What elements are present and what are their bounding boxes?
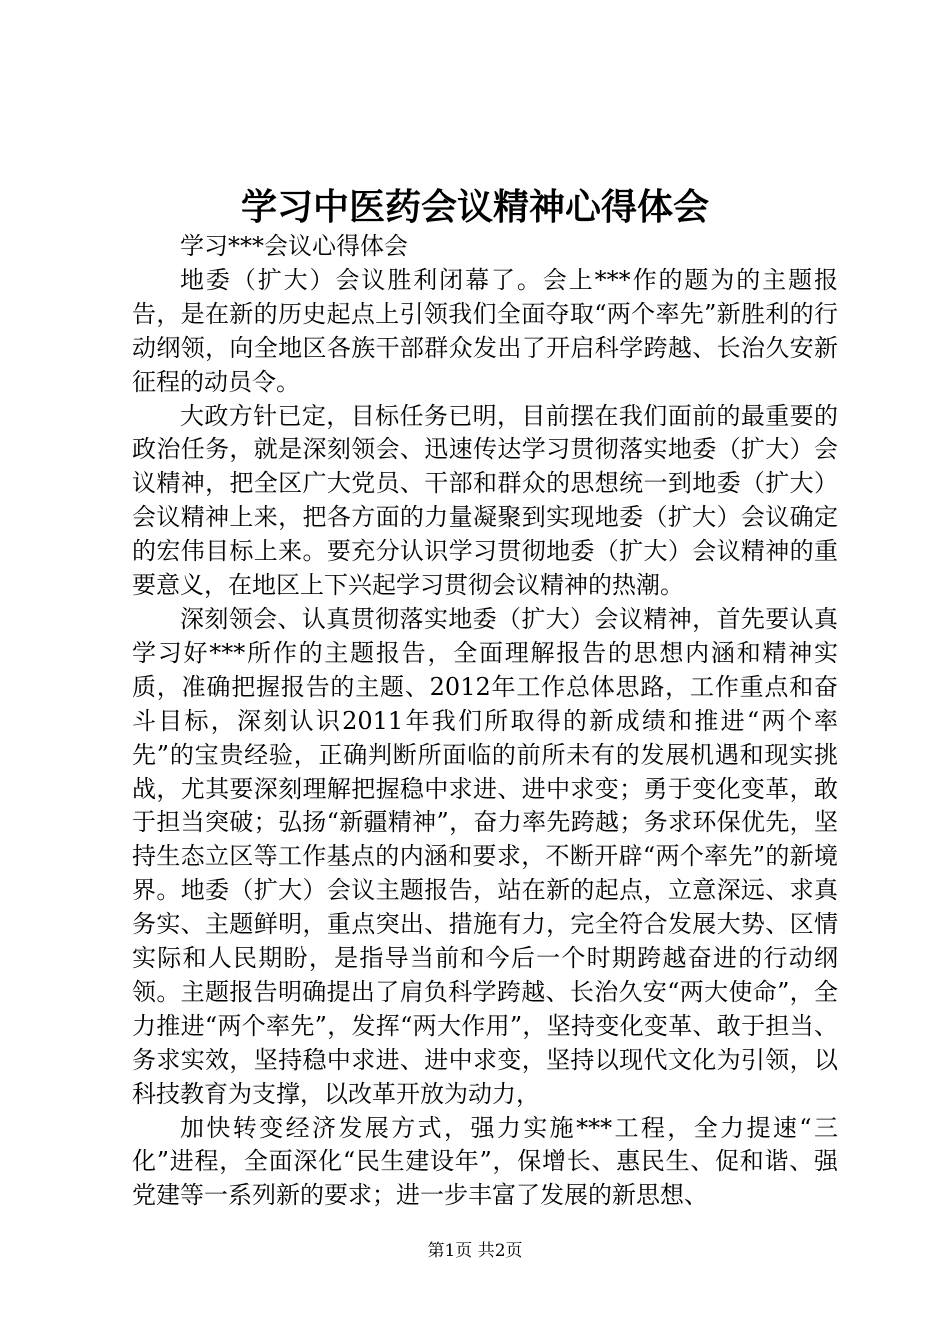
body-paragraph: 地委（扩大）会议胜利闭幕了。会上***作的题为的主题报告，是在新的历史起点上引领我们全面夺取“两个率先”新胜利的行动纲领，向全地区各族干部群众发出了开启科学跨越、长治久安新征程的动员令。 xyxy=(132,265,838,396)
document-title: 学习中医药会议精神心得体会 xyxy=(240,186,709,228)
document-body xyxy=(132,230,838,1213)
body-paragraph: 加快转变经济发展方式，强力实施***工程，全力提速“三化”进程，全面深化“民生建设年”，保增长、惠民生、促和谐、强党建等一系列新的要求；进一步丰富了发展的新思想、 xyxy=(132,1113,838,1210)
body-paragraph: 大政方针已定，目标任务已明，目前摆在我们面前的最重要的政治任务，就是深刻领会、迅速传达学习贯彻落实地委（扩大）会议精神，把全区广大党员、干部和群众的思想统一到地委（扩大）会议精神上来，把各方面的力量凝聚到实现地委（扩大）会议确定的宏伟目标上来。要充分认识学习贯彻地委（扩大）会议精神的重要意义，在地区上下兴起学习贯彻会议精神的热潮。 xyxy=(132,401,838,600)
page-number-footer: 第1页 共2页 xyxy=(427,1241,523,1261)
document-subtitle: 学习***会议心得体会 xyxy=(180,232,408,260)
body-paragraph: 深刻领会、认真贯彻落实地委（扩大）会议精神，首先要认真学习好***所作的主题报告，全面理解报告的思想内涵和精神实质，准确把握报告的主题、2012年工作总体思路，工作重点和奋斗目标，深刻认识2011年我们所取得的新成绩和推进“两个率先”的宝贵经验，正确判断所面临的前所未有的发展机遇和现实挑战，尤其要深刻理解把握稳中求进、进中求变；勇于变化变革，敢于担当突破；弘扬“新疆精神”，奋力率先跨越；务求环保优先，坚持生态立区等工作基点的内涵和要求，不断开辟“两个率先”的新境界。地委（扩大）会议主题报告，站在新的起点，立意深远、求真务实、主题鲜明，重点突出、措施有力，完全符合发展大势、区情实际和人民期盼，是指导当前和今后一个时期跨越奋进的行动纲领。主题报告明确提出了肩负科学跨越、长治久安“两大使命”，全力推进“两个率先”，发挥“两大作用”，坚持变化变革、敢于担当、务求实效，坚持稳中求进、进中求变，坚持以现代文化为引领，以科技教育为支撑，以改革开放为动力， xyxy=(132,604,838,1108)
